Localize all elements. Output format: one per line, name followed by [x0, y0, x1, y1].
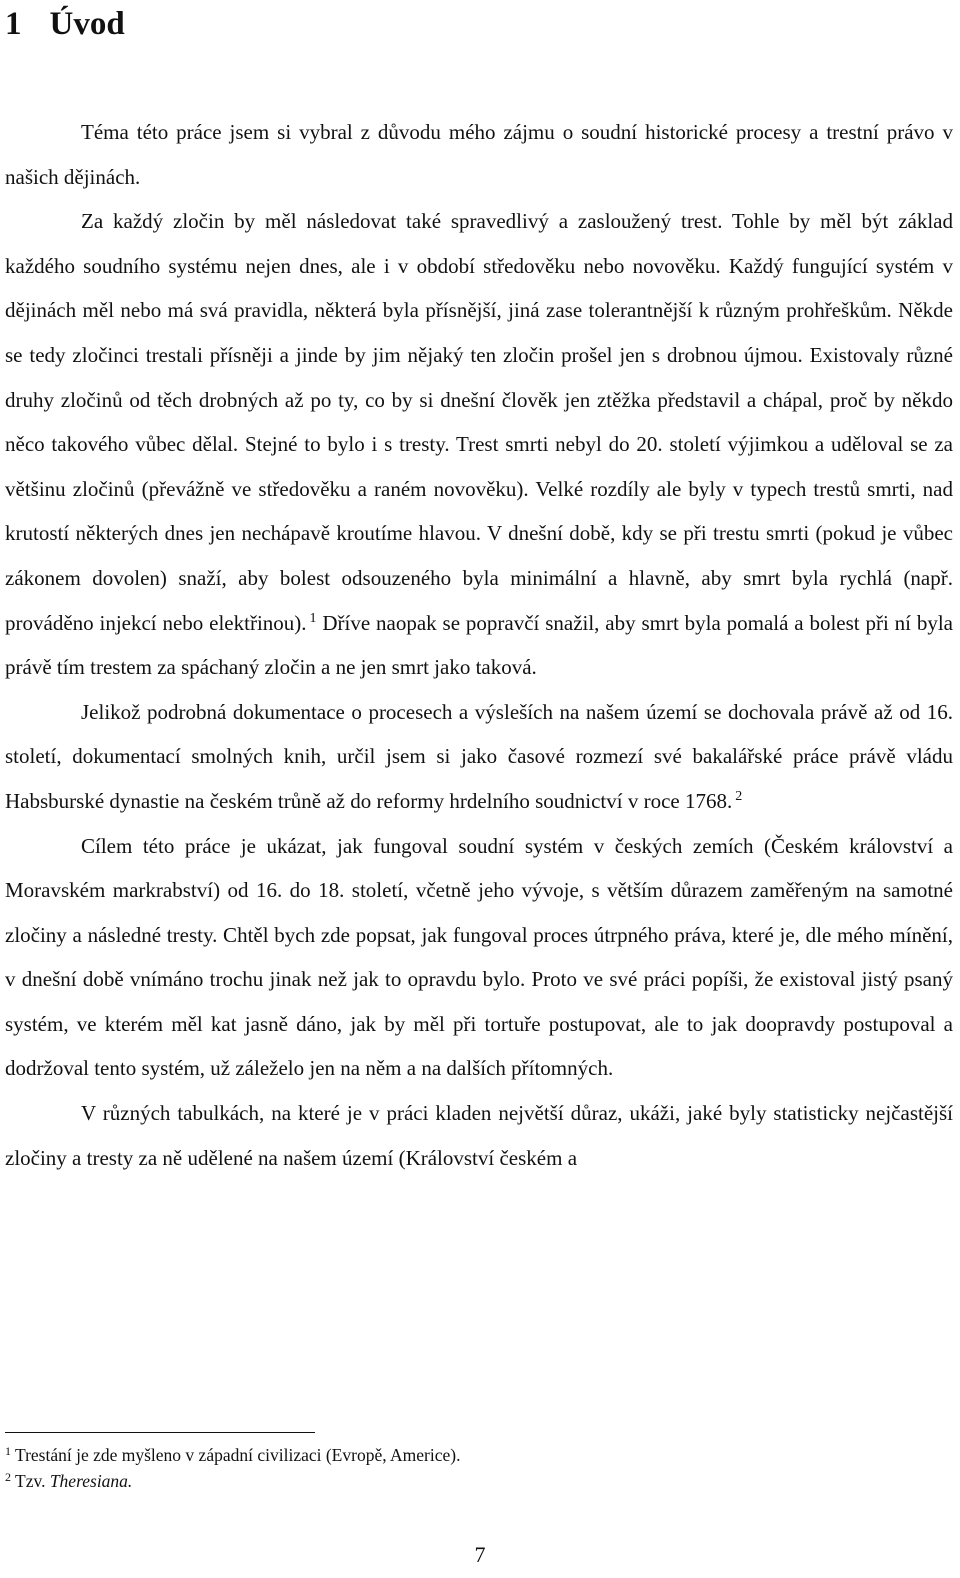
paragraph-text: Téma této práce jsem si vybral z důvodu mého zájmu o soudní historické procesy a trestní právo v našich dějinách.	[5, 120, 953, 189]
paragraph-text: Jelikož podrobná dokumentace o procesech a výsleších na našem území se dochovala právě až od 16. století, dokumentací smolných knih, určil jsem si jako časové rozmezí své bakalářské práce právě vládu Habsburské dynastie na českém trůně až do reformy hrdelního soudnictví v roce 1768.	[5, 699, 953, 813]
paragraph	[5, 110, 953, 199]
footnote-mark: 2	[5, 1470, 11, 1484]
footnote	[5, 1468, 953, 1494]
footnote	[5, 1442, 953, 1468]
paragraph-text: Dříve naopak se popravčí snažil, aby smrt byla pomalá a bolest při ní byla právě tím trestem za spáchaný zločin a ne jen smrt jako taková.	[5, 610, 953, 680]
footnote-mark: 1	[5, 1444, 11, 1458]
footnote-text: Trestání je zde myšleno v západní civilizaci (Evropě, Americe).	[15, 1445, 461, 1465]
paragraph	[5, 199, 953, 690]
paragraph-text: V různých tabulkách, na které je v práci kladen největší důraz, ukáži, jaké byly statisticky nejčastější zločiny a tresty za ně udělené na našem území (Království českém a	[5, 1101, 953, 1170]
paragraph	[5, 824, 953, 1092]
footnote-reference: 2	[735, 788, 743, 804]
paragraph-text: Za každý zločin by měl následovat také spravedlivý a zasloužený trest. Tohle by měl být základ každého soudního systému nejen dnes, ale i v období středověku nebo novověku. Každý fungující systém v dějinách měl nebo má svá pravidla, některá byla přísnější, jiná zase tolerantnější k různým prohřeškům. Někde se tedy zločinci trestali přísněji a jinde by jim nějaký ten zločin prošel jen s drobnou újmou. Existovaly různé druhy zločinů od těch drobných až po ty, co by si dnešní člověk jen ztěžka představil a chápal, proč by někdo něco takového vůbec dělal. Stejné to bylo i s tresty. Trest smrti nebyl do 20. století výjimkou a uděloval se za většinu zločinů (převážně ve středověku a raném novověku). Velké rozdíly ale byly v typech trestů smrti, nad krutostí některých dnes jen nechápavě kroutíme hlavou. V dnešní době, kdy se při trestu smrti (pokud je vůbec zákonem dovolen) snaží, aby bolest odsouzeného byla minimální a hlavně, aby smrt byla rychlá (např. prováděno injekcí nebo elektřinou).	[5, 209, 953, 635]
footnote-text: Tzv.	[15, 1471, 50, 1491]
page-number: 7	[474, 1542, 486, 1567]
footnote-italic-text: Theresiana.	[49, 1471, 133, 1491]
chapter-number: 1	[5, 6, 22, 42]
paragraph-text: Cílem této práce je ukázat, jak fungoval soudní systém v českých zemích (Českém království a Moravském markrabství) od 16. do 18. století, včetně jeho vývoje, s větším důrazem zaměřeným na samotné zločiny a následné tresty. Chtěl bych zde popsat, jak fungoval proces útrpného práva, které je, dle mého mínění, v dnešní době vnímáno trochu jinak než jak to opravdu bylo. Proto ve své práci popíši, že existoval jistý psaný systém, ve kterém měl kat jasně dáno, jak by měl při tortuře postupovat, ale to jak doopravdy postupoval a dodržoval tento systém, už záleželo jen na něm a na dalších přítomných.	[5, 833, 953, 1081]
paragraph	[5, 690, 953, 824]
footnote-reference: 1	[309, 610, 317, 626]
body-text	[5, 110, 953, 1180]
document-page	[5, 0, 953, 1180]
chapter-title: Úvod	[49, 6, 125, 42]
paragraph	[5, 1091, 953, 1180]
footnotes	[5, 1442, 953, 1494]
footnote-divider	[5, 1432, 315, 1433]
chapter-heading	[5, 0, 953, 50]
